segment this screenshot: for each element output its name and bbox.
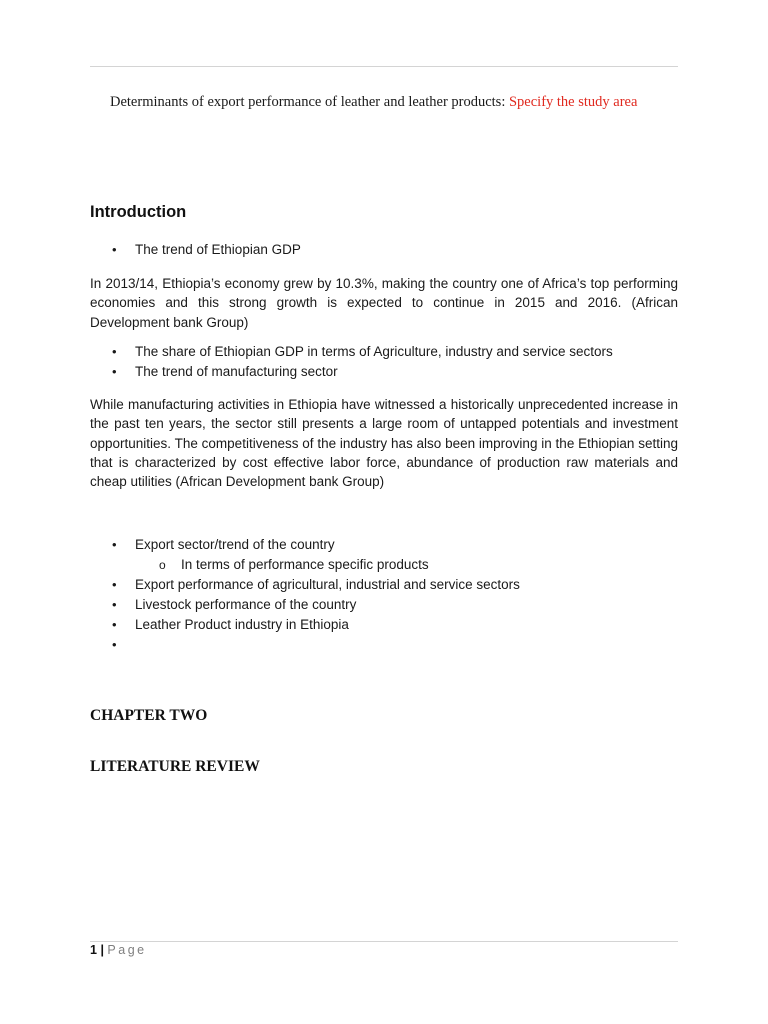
chapter-number: CHAPTER TWO: [90, 707, 208, 724]
paragraph-economy: In 2013/14, Ethiopia’s economy grew by 10.3%, making the country one of Africa’s top performing economies and this strong growth is expected to continue in 2015 and 2016. (African Development bank Group): [90, 276, 678, 330]
page-number: 1: [90, 943, 97, 957]
list-item: • Livestock performance of the country: [90, 595, 678, 615]
bullet-list-sectors: [90, 342, 678, 382]
document-title: [110, 92, 678, 113]
bullet-list-gdp: [90, 240, 678, 260]
section-heading: Introduction: [90, 203, 187, 221]
list-item: • Export sector/trend of the country: [90, 535, 678, 555]
title-main: Determinants of export performance of leather and leather products:: [110, 94, 509, 110]
footer-rule: [90, 941, 678, 942]
paragraph-manufacturing: While manufacturing activities in Ethiopia have witnessed a historically unprecedented increase in the past ten years, the sector still presents a large room of untapped potentials and investment opportunities. The competitiveness of the industry has also been improving in the Ethiopian setting that is characterized by cost effective labor force, abundance of production raw materials and cheap utilities (African Development bank Group): [90, 397, 678, 490]
list-item: • The share of Ethiopian GDP in terms of Agriculture, industry and service sectors: [90, 342, 678, 362]
page-footer: [90, 943, 147, 957]
list-item: • The trend of Ethiopian GDP: [90, 240, 678, 260]
list-item: • Export performance of agricultural, industrial and service sectors: [90, 575, 678, 595]
bullet-list-export: [90, 535, 678, 655]
header-rule: [90, 66, 678, 67]
list-item: • The trend of manufacturing sector: [90, 362, 678, 382]
sub-list-item: o In terms of performance specific products: [90, 555, 678, 575]
chapter-title: LITERATURE REVIEW: [90, 758, 260, 775]
page-label: Page: [107, 943, 147, 957]
title-note: Specify the study area: [508, 94, 638, 110]
footer-separator: |: [100, 943, 104, 957]
empty-list-item: [90, 635, 678, 655]
list-item: • Leather Product industry in Ethiopia: [90, 615, 678, 635]
